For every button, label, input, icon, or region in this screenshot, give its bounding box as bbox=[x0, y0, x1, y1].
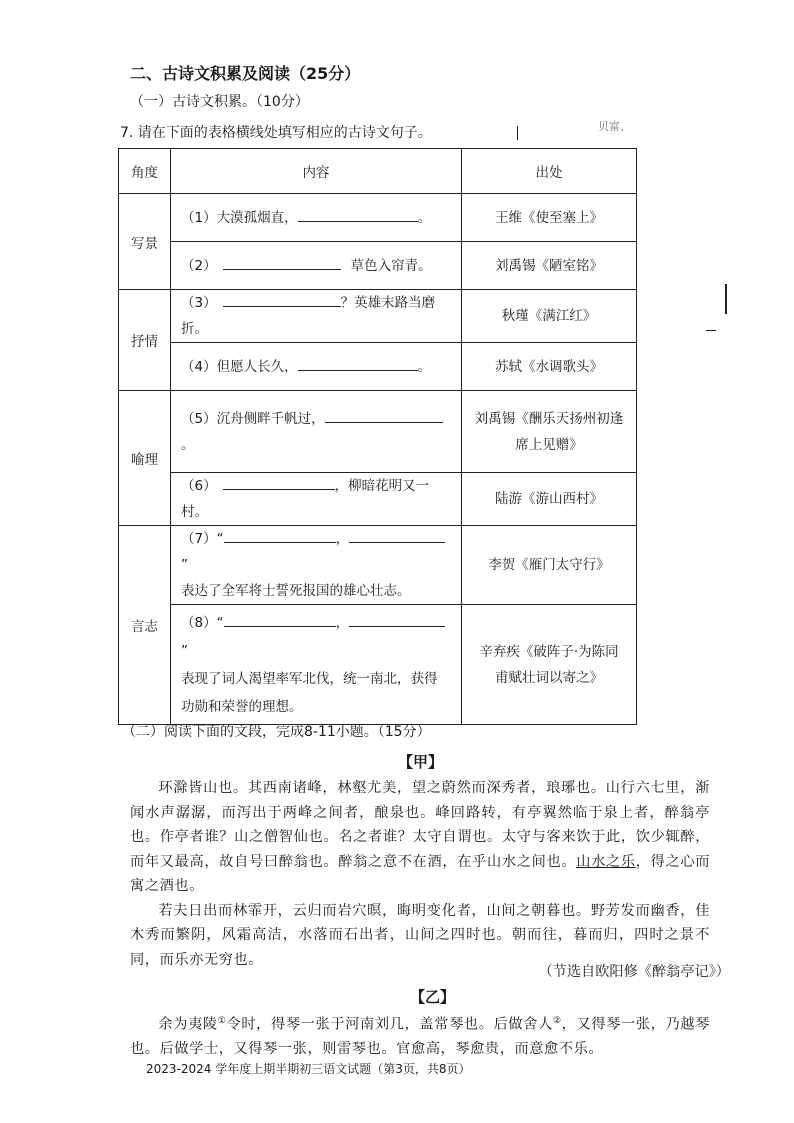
table-header-row bbox=[119, 149, 637, 194]
table-row bbox=[119, 290, 637, 343]
yi-passage bbox=[130, 1009, 710, 1062]
scan-line bbox=[706, 330, 716, 331]
part1-heading: （一）古诗文积累。（10分） bbox=[130, 94, 309, 110]
source-cell: 秋瑾《满江红》 bbox=[462, 290, 637, 343]
source-cell: 刘禹锡《酬乐天扬州初逢 席上见赠》 bbox=[462, 391, 637, 473]
part2-heading: （二）阅读下面的文段，完成8-11小题。（15分） bbox=[122, 724, 431, 740]
content-cell: （8）“ ，” 表现了词人渴望率军北伐，统一南北，获得 功勋和荣誉的理想。 bbox=[171, 605, 462, 725]
jia-passage bbox=[130, 776, 710, 972]
jia-paragraph-2: 若夫日出而林霏开，云归而岩穴暝，晦明变化者，山间之朝暮也。野芳发而幽香，佳木秀而繁阴，风霜高洁，水落而石出者，山间之四时也。朝而往，暮而归，四时之景不同，而乐亦无穷也。 bbox=[130, 902, 710, 968]
answer-blank[interactable] bbox=[224, 527, 336, 543]
source-cell: 李贺《雁门太守行》 bbox=[462, 526, 637, 605]
content-cell: （2） 草色入帘青。 bbox=[171, 242, 462, 290]
source-cell: 王维《使至塞上》 bbox=[462, 194, 637, 242]
content-cell: （1）大漠孤烟直， 。 bbox=[171, 194, 462, 242]
source-cell: 刘禹锡《陋室铭》 bbox=[462, 242, 637, 290]
answer-blank[interactable] bbox=[223, 474, 335, 490]
yi-paragraph-1: 余为夷陵①令时，得琴一张于河南刘几，盖常琴也。后做舍人②，又得琴一张，乃越琴也。后做学士，又得琴一张，则雷琴也。官愈高，琴愈贵，而意愈不乐。 bbox=[130, 1016, 711, 1058]
yi-title: 【乙】 bbox=[410, 988, 456, 1006]
jia-title: 【甲】 bbox=[398, 753, 444, 771]
table-row bbox=[119, 526, 637, 605]
jia-paragraph-1: 环滁皆山也。其西南诸峰，林壑尤美，望之蔚然而深秀者，琅琊也。山行六七里，渐闻水声潺潺，而泻出于两峰之间者，酿泉也。峰回路转，有亭翼然临于泉上者，醉翁亭也。作亭者谁？山之僧智仙也。名之者谁？太守自谓也。太守与客来饮于此，饮少辄醉，而年又最高，故自号曰醉翁也。醉翁之意不在酒，在乎山水之间也。山水之乐，得之心而寓之酒也。 bbox=[130, 780, 710, 894]
answer-blank[interactable] bbox=[325, 407, 443, 423]
answer-blank[interactable] bbox=[223, 291, 341, 307]
content-cell: （6） ，柳暗花明又一村。 bbox=[171, 473, 462, 526]
table-row bbox=[119, 391, 637, 473]
jia-source: （节选自欧阳修《醉翁亭记》） bbox=[538, 964, 730, 980]
content-cell: （4）但愿人长久， 。 bbox=[171, 343, 462, 391]
question-7-prompt: 7. 请在下面的表格横线处填写相应的古诗文句子。 bbox=[120, 125, 432, 141]
category-cell: 写景 bbox=[119, 194, 171, 290]
content-cell: （3） ？英雄末路当磨折。 bbox=[171, 290, 462, 343]
answer-blank[interactable] bbox=[349, 611, 445, 627]
source-cell: 辛弃疾《破阵子·为陈同 甫赋壮词以寄之》 bbox=[462, 605, 637, 725]
scan-line bbox=[725, 284, 727, 314]
header-content: 内容 bbox=[171, 149, 462, 194]
content-cell: （5）沉舟侧畔千帆过，。 bbox=[171, 391, 462, 473]
scan-mark: 贝富、 bbox=[598, 120, 631, 133]
table-row bbox=[119, 194, 637, 242]
answer-blank[interactable] bbox=[349, 527, 445, 543]
source-cell: 苏轼《水调歌头》 bbox=[462, 343, 637, 391]
answer-blank[interactable] bbox=[298, 206, 418, 222]
scan-line bbox=[517, 126, 518, 140]
underlined-phrase: 山水之乐 bbox=[576, 853, 636, 870]
category-cell: 言志 bbox=[119, 526, 171, 725]
answer-blank[interactable] bbox=[224, 611, 336, 627]
header-source: 出处 bbox=[462, 149, 637, 194]
category-cell: 喻理 bbox=[119, 391, 171, 526]
category-cell: 抒情 bbox=[119, 290, 171, 391]
section-heading: 二、古诗文积累及阅读（25分） bbox=[130, 64, 361, 83]
footnote-marker: ① bbox=[217, 1016, 227, 1026]
table-row bbox=[119, 473, 637, 526]
table-row bbox=[119, 242, 637, 290]
answer-blank[interactable] bbox=[223, 254, 341, 270]
answer-blank[interactable] bbox=[298, 355, 418, 371]
header-angle: 角度 bbox=[119, 149, 171, 194]
source-cell: 陆游《游山西村》 bbox=[462, 473, 637, 526]
content-cell: （7）“ ，” 表达了全军将士誓死报国的雄心壮志。 bbox=[171, 526, 462, 605]
table-row bbox=[119, 343, 637, 391]
footnote-marker: ② bbox=[552, 1016, 562, 1026]
poem-table bbox=[118, 148, 637, 725]
page-footer: 2023-2024 学年度上期半期初三语文试题（第3页，共8页） bbox=[146, 1062, 471, 1076]
table-row bbox=[119, 605, 637, 725]
